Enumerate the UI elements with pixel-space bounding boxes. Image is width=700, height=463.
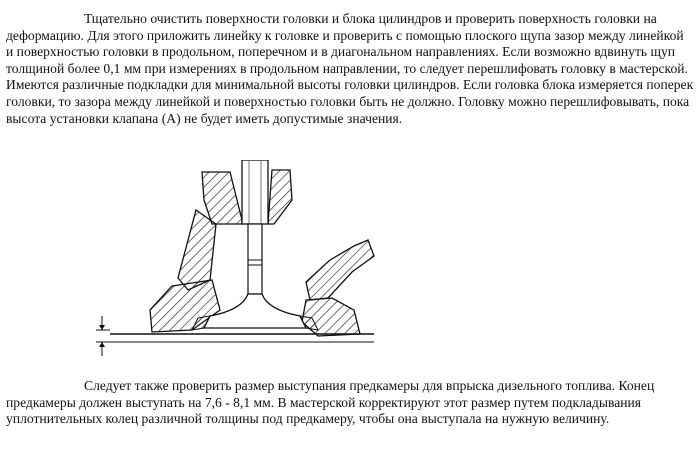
valve-stem [248,224,262,294]
paragraph-top: Тщательно очистить поверхности головки и блока цилиндров и проверить поверхность головки на деформацию. Для этого приложить линейку к головке и проверить с помощью плоского щупа зазор между линейкой и поверхностью головки в продольном, поперечном и в диагональном направлениях. Если возможно вдвинуть щуп толщиной более 0,1 мм при измерениях в продольном направлении, то следует перешлифовать головку в мастерской. Имеются различные подкладки для минимальной высоты головки цилиндров. Если головка блока измеряется поперек головки, то зазора между линейкой и поверхностью головки быть не должно. Головку можно перешлифовывать, пока высота установки клапана (А) не будет иметь допустимые значения. [6,11,694,126]
paragraph-bottom: Следует также проверить размер выступания предкамеры для впрыска дизельного топлива. Конец предкамеры должен выступать на 7,6 - 8,1 мм. В мастерской корректируют этот размер путем подкладывания уплотнительных колец различной толщины под предкамеру, чтобы она выступала на нужную величину. [6,378,655,427]
valve-guide [242,160,268,224]
valve-cross-section-diagram [92,160,392,360]
dimension-a-marker [96,316,110,356]
left-head-wall [150,172,242,332]
